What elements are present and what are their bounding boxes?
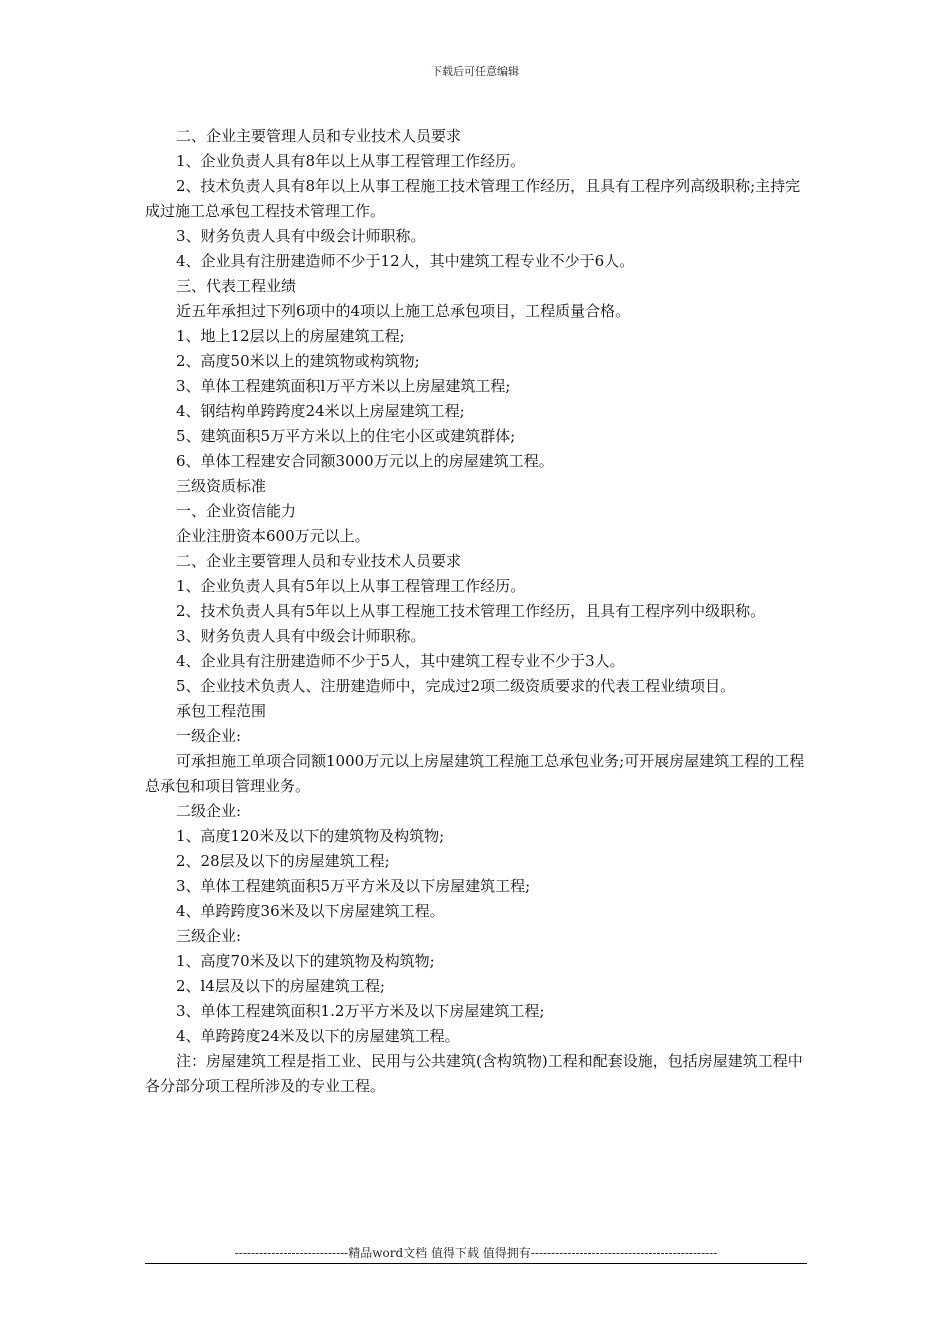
list-item: 3、单体工程建筑面积5万平方米及以下房屋建筑工程; [176, 877, 531, 895]
note-paragraph: 注：房屋建筑工程是指工业、民用与公共建筑(含构筑物)工程和配套设施，包括房屋建筑工程中各分部分项工程所涉及的专业工程。 [145, 1052, 803, 1095]
list-item: 1、高度120米及以下的建筑物及构筑物; [176, 827, 445, 845]
page-footer: ----------------------------精品word文档 值得下载 值得拥有---------------------------------------------- [234, 1246, 718, 1260]
list-item: 4、单跨跨度24米及以下的房屋建筑工程。 [176, 1027, 460, 1045]
list-item: 2、技术负责人具有5年以上从事工程施工技术管理工作经历，且具有工程序列中级职称。 [176, 602, 766, 620]
list-item: 2、高度50米以上的建筑物或构筑物; [176, 352, 420, 370]
paragraph: 二、企业主要管理人员和专业技术人员要求 [176, 127, 462, 145]
paragraph: 可承担施工单项合同额1000万元以上房屋建筑工程施工总承包业务;可开展房屋建筑工程的工程总承包和项目管理业务。 [145, 752, 805, 795]
document-body [145, 124, 807, 1099]
footer-divider [145, 1263, 807, 1264]
paragraph: 企业注册资本600万元以上。 [176, 527, 370, 545]
paragraph: 3、财务负责人具有中级会计师职称。 [176, 227, 426, 245]
list-item: 3、单体工程建筑面积1.2万平方米及以下房屋建筑工程; [176, 1002, 545, 1020]
section-heading: 一、企业资信能力 [176, 502, 297, 520]
list-item: 4、企业具有注册建造师不少于5人，其中建筑工程专业不少于3人。 [176, 652, 625, 670]
paragraph: 2、技术负责人具有8年以上从事工程施工技术管理工作经历，且具有工程序列高级职称;主持完成过施工总承包工程技术管理工作。 [145, 177, 801, 220]
section-heading: 承包工程范围 [176, 702, 267, 720]
list-item: 5、企业技术负责人、注册建造师中，完成过2项二级资质要求的代表工程业绩项目。 [176, 677, 736, 695]
list-item: 3、单体工程建筑面积l万平方米以上房屋建筑工程; [176, 377, 511, 395]
list-item: 1、高度70米及以下的建筑物及构筑物; [176, 952, 435, 970]
list-item: 5、建筑面积5万平方米以上的住宅小区或建筑群体; [176, 427, 516, 445]
list-item: 1、地上12层以上的房屋建筑工程; [176, 327, 405, 345]
paragraph: 1、企业负责人具有8年以上从事工程管理工作经历。 [176, 152, 526, 170]
list-item: 6、单体工程建安合同额3000万元以上的房屋建筑工程。 [176, 452, 554, 470]
page-header: 下载后可任意编辑 [431, 65, 519, 78]
paragraph: 4、企业具有注册建造师不少于12人，其中建筑工程专业不少于6人。 [176, 252, 635, 270]
section-heading: 二级企业: [176, 802, 242, 820]
section-heading: 一级企业: [176, 727, 242, 745]
list-item: 2、28层及以下的房屋建筑工程; [176, 852, 390, 870]
paragraph: 近五年承担过下列6项中的4项以上施工总承包项目，工程质量合格。 [176, 302, 631, 320]
section-heading: 三级企业: [176, 927, 242, 945]
section-heading: 三级资质标准 [176, 477, 267, 495]
list-item: 4、钢结构单跨跨度24米以上房屋建筑工程; [176, 402, 465, 420]
list-item: 4、单跨跨度36米及以下房屋建筑工程。 [176, 902, 445, 920]
section-heading: 三、代表工程业绩 [176, 277, 297, 295]
section-heading: 二、企业主要管理人员和专业技术人员要求 [176, 552, 462, 570]
list-item: 2、l4层及以下的房屋建筑工程; [176, 977, 385, 995]
list-item: 1、企业负责人具有5年以上从事工程管理工作经历。 [176, 577, 526, 595]
list-item: 3、财务负责人具有中级会计师职称。 [176, 627, 426, 645]
